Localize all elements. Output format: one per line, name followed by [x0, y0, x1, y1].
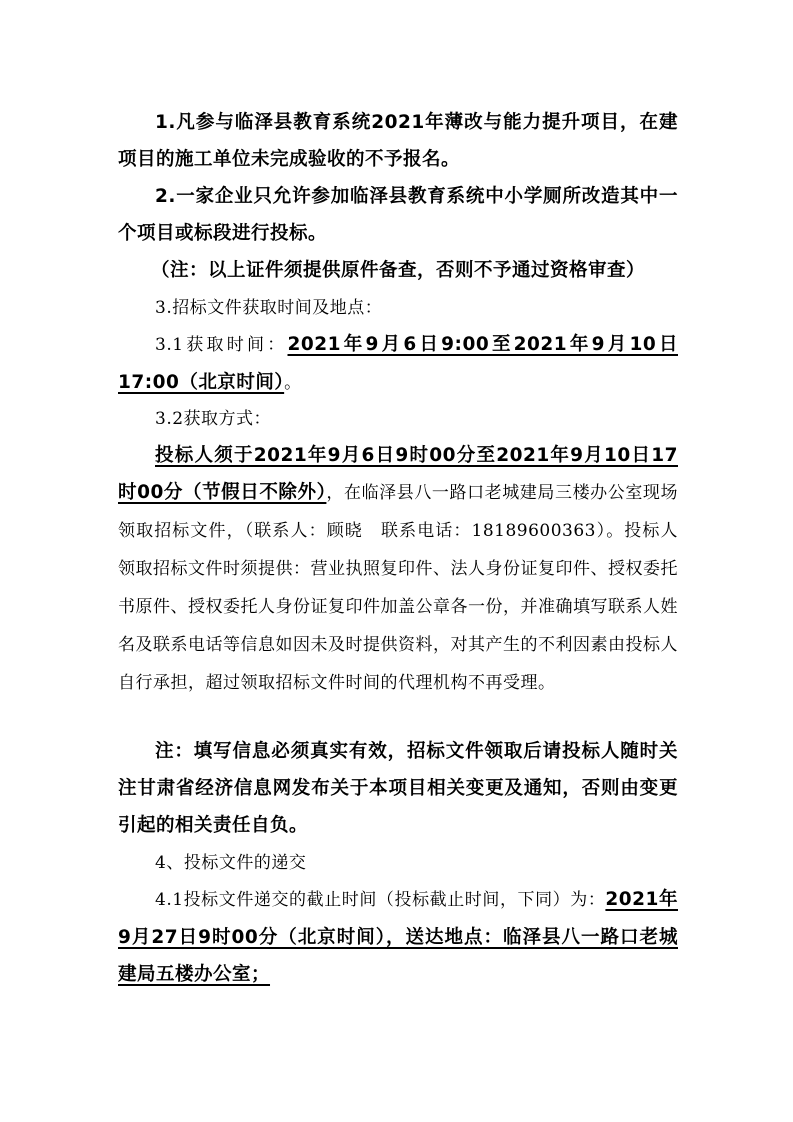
section-3-1-end: 。 [284, 373, 302, 393]
note-info-text: 注：填写信息必须真实有效，招标文件领取后请投标人随时关注甘肃省经济信息网发布关于本项目相关变更及通知，否则由变更引起的相关责任自负。 [118, 741, 678, 836]
section-3-heading-text: 3.招标文件获取时间及地点： [155, 298, 383, 318]
paragraph-acquisition-method [118, 437, 678, 702]
note-certificates-text: （注：以上证件须提供原件备查，否则不予通过资格审查） [150, 260, 645, 281]
rule-2-text: 2.一家企业只允许参加临泽县教育系统中小学厕所改造其中一个项目或标段进行投标。 [118, 186, 678, 244]
paragraph-note-info [118, 733, 678, 844]
paragraph-rule-2 [118, 178, 678, 252]
section-4-1-label: 4.1投标文件递交的截止时间（投标截止时间，下同）为： [155, 890, 606, 910]
paragraph-4-1 [118, 881, 678, 993]
section-3-1-label: 3.1获取时间： [155, 335, 288, 355]
section-3-2-heading-text: 3.2获取方式： [155, 409, 272, 429]
paragraph-rule-1 [118, 104, 678, 178]
section-4-heading-text: 4、投标文件的递交 [155, 853, 307, 873]
section-3-2-heading [118, 400, 678, 438]
section-3-heading [118, 289, 678, 327]
section-4-heading [118, 844, 678, 882]
acquisition-method-bold: 投标人须于2021年9月6日9时00分至2021年9月10日17时00分（节假日不除外） [118, 445, 678, 503]
rule-1-text: 1.凡参与临泽县教育系统2021年薄改与能力提升项目，在建项目的施工单位未完成验收的不予报名。 [118, 112, 678, 170]
acquisition-method-rest: ，在临泽县八一路口老城建局三楼办公室现场领取招标文件，（联系人：顾晓 联系电话：18189600363）。投标人领取招标文件时须提供：营业执照复印件、法人身份证复印件、授权委托书原件、授权委托人身份证复印件加盖公章各一份，并准确填写联系人姓名及联系电话等信息如因未及时提供资料，对其产生的不利因素由投标人自行承担，超过领取招标文件时间的代理机构不再受理。 [118, 483, 679, 693]
deadline-location-value: 2021年9月27日9时00分（北京时间），送达地点：临泽县八一路口老城建局五楼办公室； [118, 889, 678, 985]
paragraph-3-1 [118, 326, 678, 402]
paragraph-note-certificates [118, 252, 678, 289]
acquisition-time-value: 2021年9月6日9:00至2021年9月10日17:00（北京时间） [118, 334, 678, 393]
